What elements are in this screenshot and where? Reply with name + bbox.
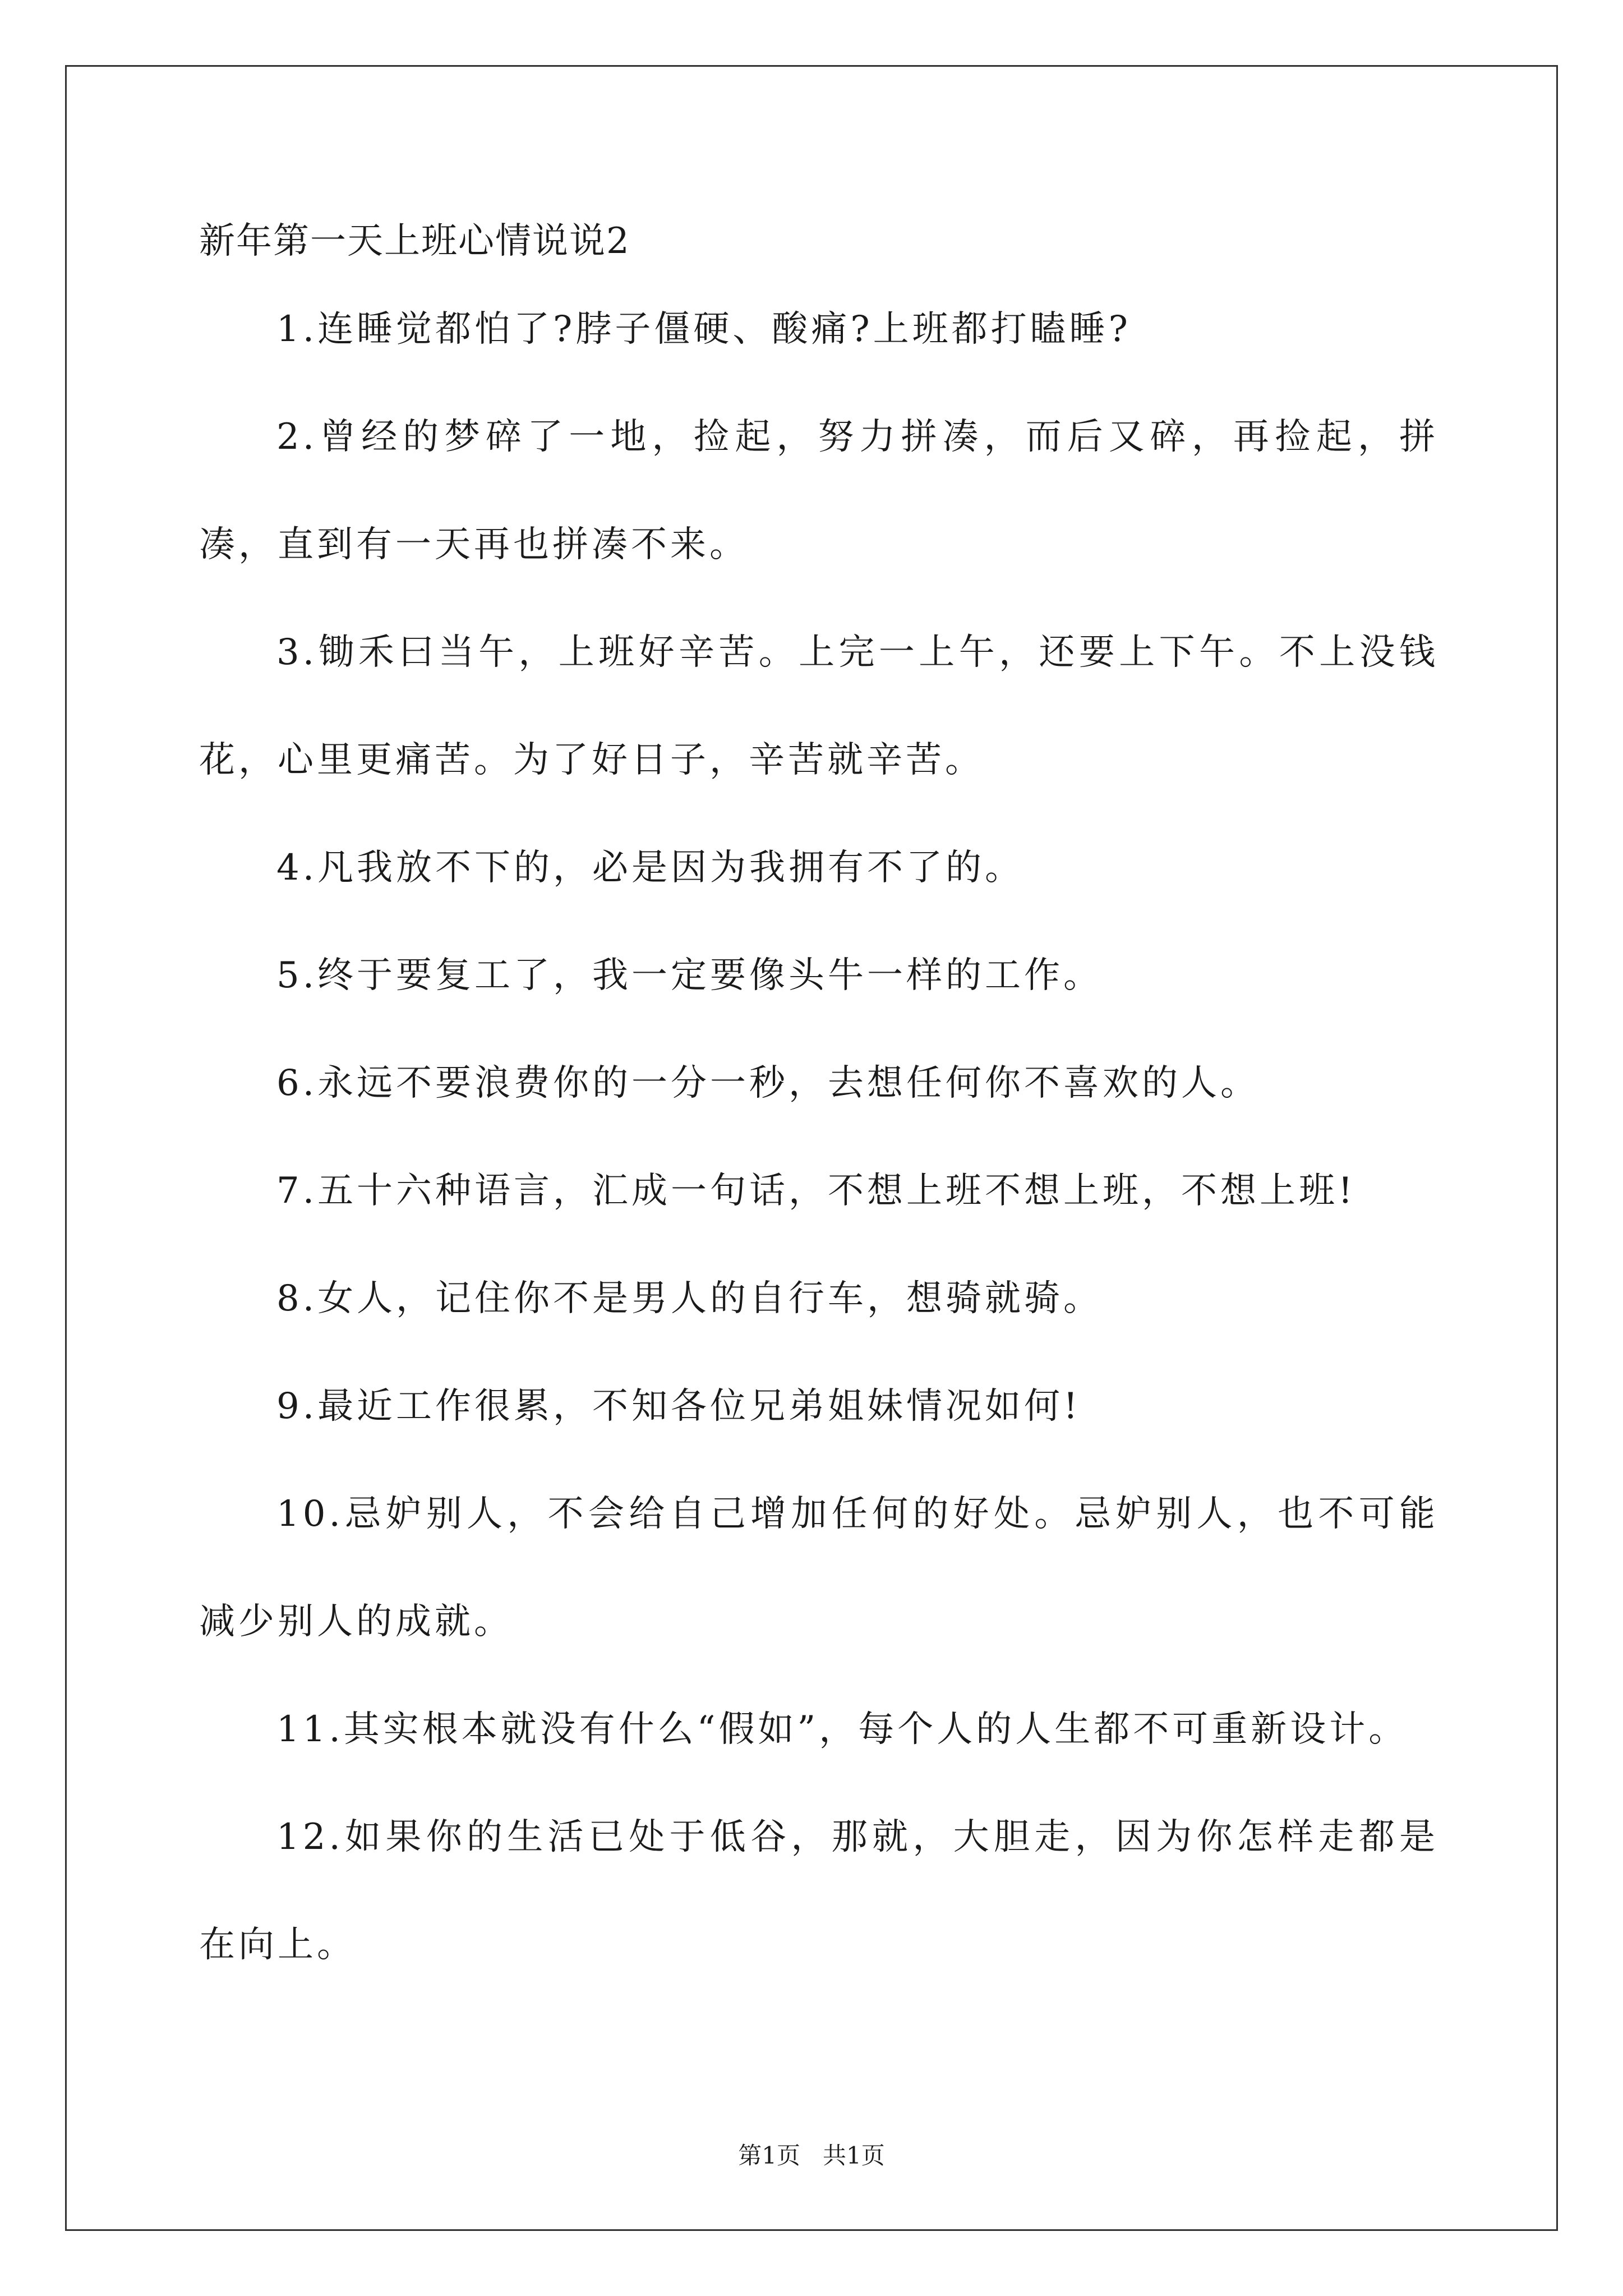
list-item: 4.凡我放不下的，必是因为我拥有不了的。	[276, 847, 1025, 889]
list-item: 3.锄禾曰当午，上班好辛苦。上完一上午，还要上下午。不上没钱花，心里更痛苦。为了好日子，辛苦就辛苦。	[199, 632, 1438, 781]
list-item: 6.永远不要浪费你的一分一秒，去想任何你不喜欢的人。	[276, 1062, 1260, 1104]
list-item: 10.忌妒别人，不会给自己增加任何的好处。忌妒别人，也不可能减少别人的成就。	[199, 1493, 1438, 1642]
list-item: 9.最近工作很累，不知各位兄弟姐妹情况如何!	[276, 1386, 1081, 1427]
list-item: 8.女人，记住你不是男人的自行车，想骑就骑。	[276, 1278, 1103, 1319]
document-body	[199, 222, 1438, 1999]
list-item: 12.如果你的生活已处于低谷，那就，大胆走，因为你怎样走都是在向上。	[199, 1816, 1438, 1966]
document-title: 新年第一天上班心情说说2	[199, 220, 630, 262]
list-item: 5.终于要复工了，我一定要像头牛一样的工作。	[276, 955, 1103, 996]
list-item: 1.连睡觉都怕了?脖子僵硬、酸痛?上班都打瞌睡?	[276, 309, 1131, 350]
list-item: 7.五十六种语言，汇成一句话，不想上班不想上班，不想上班!	[276, 1170, 1356, 1212]
list-item: 2.曾经的梦碎了一地，捡起，努力拼凑，而后又碎，再捡起，拼凑，直到有一天再也拼凑不来。	[199, 416, 1438, 565]
page-number-footer: 第1页 共1页	[738, 2142, 885, 2169]
list-item: 11.其实根本就没有什么“假如”，每个人的人生都不可重新设计。	[276, 1709, 1408, 1750]
item-list	[199, 275, 1438, 1999]
